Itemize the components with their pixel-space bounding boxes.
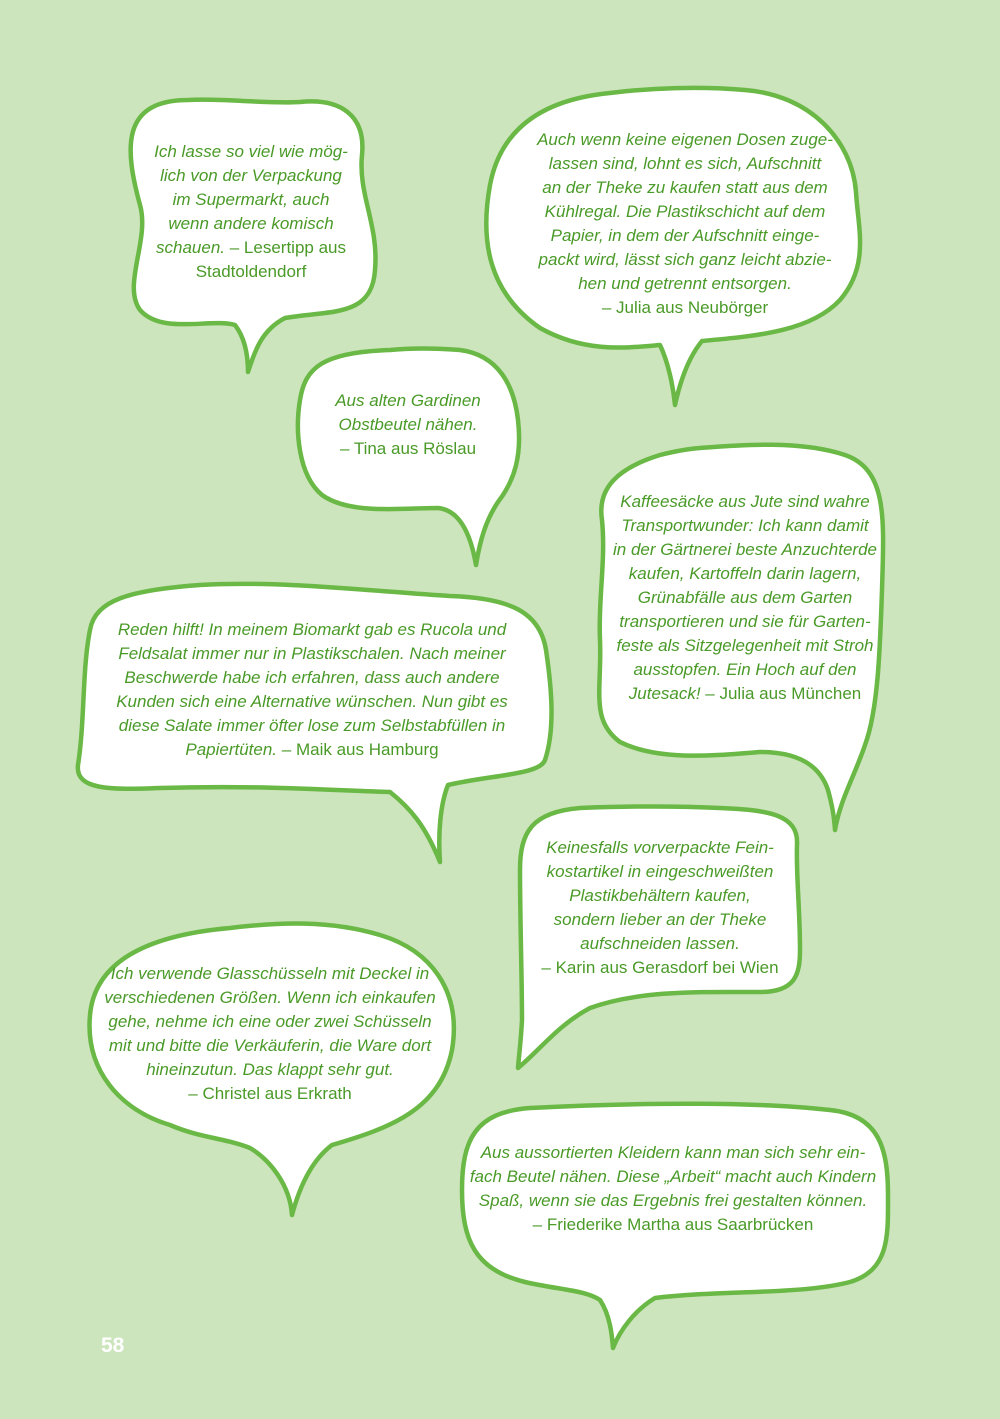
tip-text [530,836,790,980]
tip-line: feste als Sitzgelegenheit mit Stroh [616,636,874,655]
tip-line: Stadtoldendorf [195,262,307,281]
tip-line: Plastikbehältern kaufen, [569,886,751,905]
tip-line: an der Theke zu kaufen statt aus dem [542,178,828,197]
tip-line: mit und bitte die Verkäuferin, die Ware dort [108,1036,432,1055]
tip-line: verschiedenen Größen. Wenn ich einkaufen [104,988,436,1007]
tip-line: aufschneiden lassen. [580,934,740,953]
tip-text [312,389,504,461]
tip-line [141,236,361,260]
tip-line: – Julia aus Neubörger [601,298,769,317]
tip-line: hineinzutun. Das klappt sehr gut. [146,1060,394,1079]
tip-line: Kaffeesäcke aus Jute sind wahre [620,492,870,511]
tip-line: Grünabfälle aus dem Garten [637,588,853,607]
tip-line: – Friederike Martha aus Saarbrücken [532,1215,814,1234]
tip-line: Keinesfalls vorverpackte Fein- [546,838,774,857]
tip-line: Aus alten Gardinen [335,391,481,410]
tip-text [506,128,864,320]
tip-line: Kunden sich eine Alternative wünschen. Nun gibt es [116,692,508,711]
tip-line: fach Beutel nähen. Diese „Arbeit“ macht auch Kindern [469,1167,877,1186]
tip-author-text: – Julia aus München [700,684,862,703]
tip-line: kaufen, Kartoffeln darin lagern, [628,564,862,583]
tip-quote-text: schauen. [156,238,226,257]
tip-line: Ich lasse so viel wie mög- [154,142,348,161]
tip-text [610,490,880,706]
tip-line: wenn andere komisch [168,214,334,233]
tip-line: Transportwunder: Ich kann damit [621,516,869,535]
tip-line: packt wird, lässt sich ganz leicht abzie- [538,250,832,269]
page-number: 58 [101,1334,125,1357]
tip-line: hen und getrennt entsorgen. [578,274,792,293]
tip-line: Aus aussortierten Kleidern kann man sich sehr ein- [480,1143,866,1162]
tip-line: Ich verwende Glasschüsseln mit Deckel in [110,964,430,983]
tip-line: Kühlregal. Die Plastikschicht auf dem [544,202,826,221]
tip-line: ausstopfen. Ein Hoch auf den [633,660,857,679]
tip-text [468,1141,878,1237]
tip-text [100,962,440,1106]
tip-line: Feldsalat immer nur in Plastikschalen. Nach meiner [118,644,506,663]
tip-line: kostartikel in eingeschweißten [546,862,774,881]
tip-line: Obstbeutel nähen. [338,415,478,434]
tip-line: diese Salate immer öfter lose zum Selbstabfüllen in [118,716,506,735]
tip-line [97,738,527,762]
tip-author-text: – Maik aus Hamburg [277,740,439,759]
tip-line: – Karin aus Gerasdorf bei Wien [541,958,779,977]
tip-line: – Tina aus Röslau [339,439,477,458]
tip-line: Beschwerde habe ich erfahren, dass auch andere [124,668,500,687]
tip-line: Papier, in dem der Aufschnitt einge- [550,226,820,245]
tip-author-text: – Lesertipp aus [225,238,346,257]
tip-line: in der Gärtnerei beste Anzuchterde [613,540,877,559]
tip-line: gehe, nehme ich eine oder zwei Schüsseln [108,1012,432,1031]
tip-line: transportieren und sie für Garten- [619,612,871,631]
tip-text [97,618,527,762]
tip-line: – Christel aus Erkrath [188,1084,352,1103]
tip-quote-text: Jutesack! [628,684,701,703]
tip-line: im Supermarkt, auch [172,190,330,209]
tip-line [610,682,880,706]
tip-line: sondern lieber an der Theke [553,910,767,929]
tip-line: Reden hilft! In meinem Biomarkt gab es Rucola und [117,620,507,639]
tip-line: lich von der Verpackung [160,166,342,185]
tip-line: lassen sind, lohnt es sich, Aufschnitt [548,154,822,173]
tip-quote-text: Papiertüten. [185,740,278,759]
tip-text [141,140,361,284]
tip-line: Spaß, wenn sie das Ergebnis frei gestalten können. [478,1191,868,1210]
tip-line: Auch wenn keine eigenen Dosen zuge- [537,130,833,149]
